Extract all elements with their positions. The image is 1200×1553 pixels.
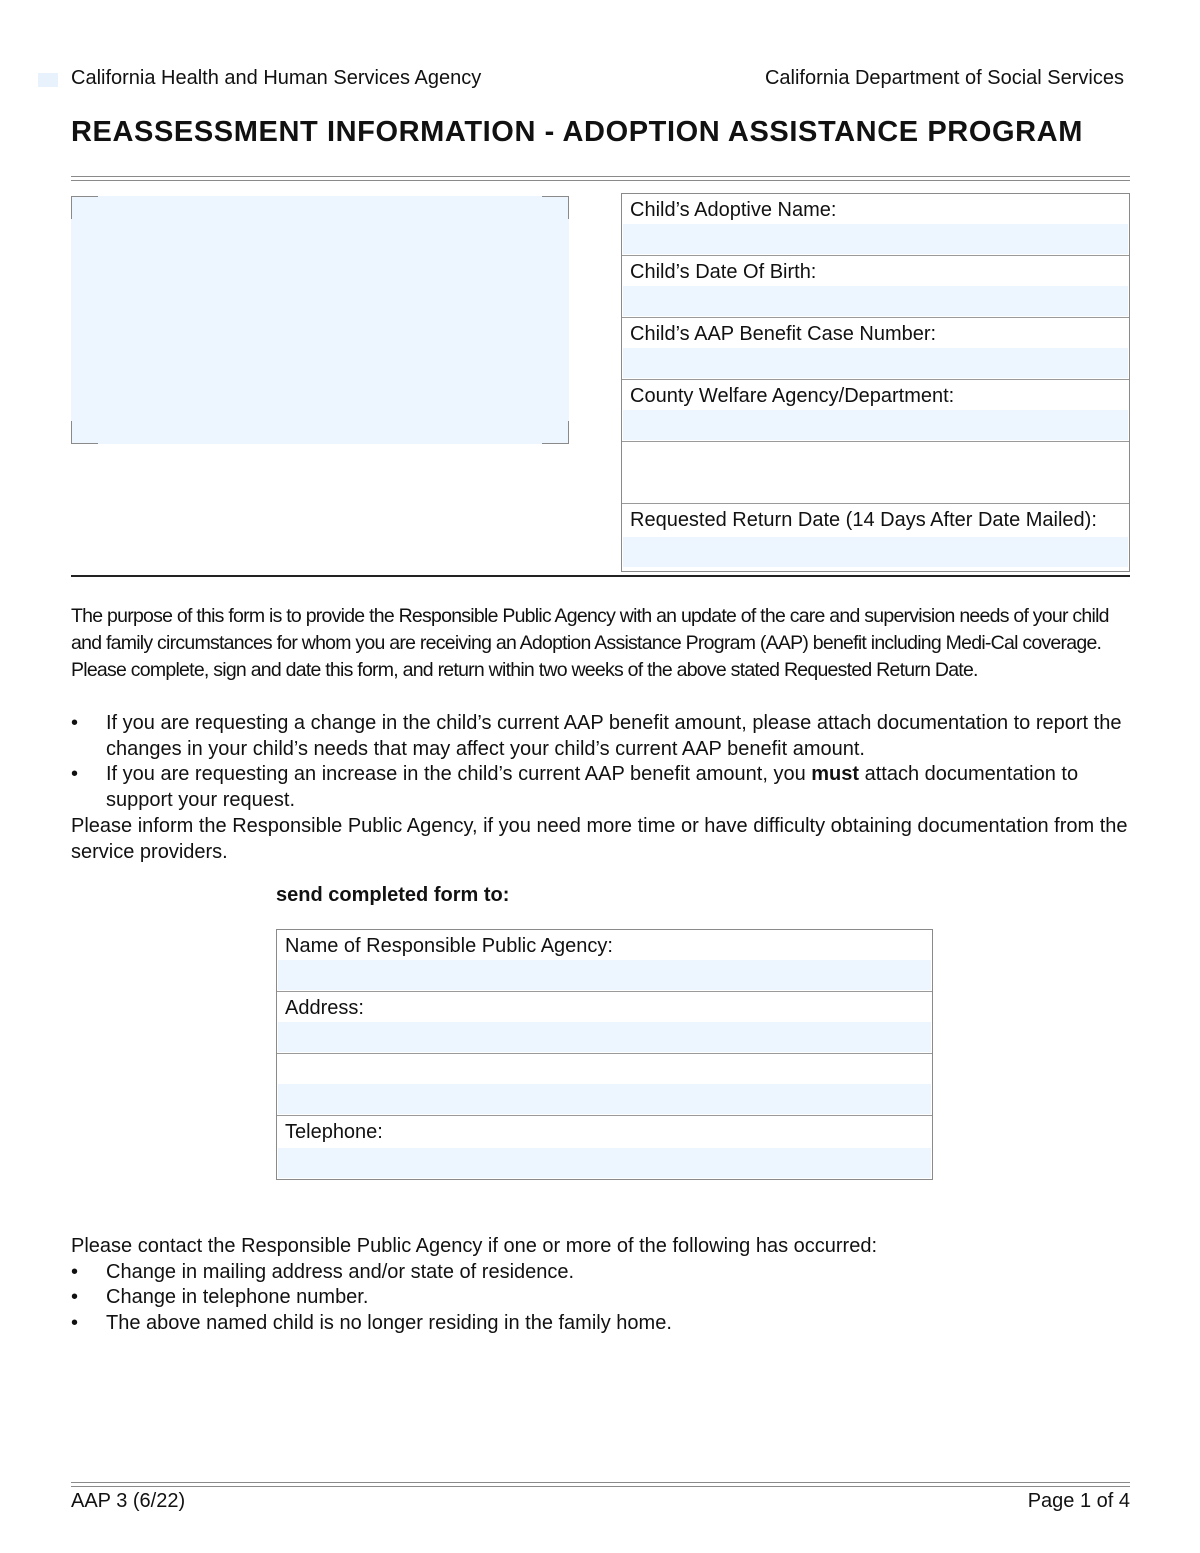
agency-name-right: California Department of Social Services	[764, 67, 1124, 89]
case-number-input[interactable]	[623, 348, 1128, 378]
field-label: Child’s Adoptive Name:	[630, 199, 837, 221]
corner-mark	[71, 421, 98, 444]
list-item	[71, 1311, 1131, 1337]
agency-name-left: California Health and Human Services Agency	[71, 67, 482, 89]
list-item	[71, 762, 1131, 813]
list-item	[71, 1285, 1131, 1311]
header-divider	[71, 176, 1130, 181]
field-row-adoptive-name	[622, 194, 1129, 256]
page-number: Page 1 of 4	[1027, 1490, 1130, 1512]
field-row-agency-name	[277, 930, 932, 992]
documentation-list	[71, 711, 1131, 865]
field-row-return-date	[622, 504, 1129, 571]
mailing-address-window[interactable]	[71, 196, 569, 444]
field-label: Requested Return Date (14 Days After Date Mailed):	[630, 509, 1097, 531]
form-title: REASSESSMENT INFORMATION - ADOPTION ASSISTANCE PROGRAM	[71, 116, 1083, 148]
field-row-case-number	[622, 318, 1129, 380]
form-number: AAP 3 (6/22)	[71, 1490, 186, 1512]
county-agency-input[interactable]	[623, 410, 1128, 440]
telephone-input[interactable]	[278, 1148, 931, 1178]
field-label: County Welfare Agency/Department:	[630, 385, 955, 407]
field-label: Telephone:	[285, 1121, 383, 1143]
field-label: Child’s AAP Benefit Case Number:	[630, 323, 937, 345]
field-row-address	[277, 992, 932, 1054]
contact-section	[71, 1234, 1131, 1336]
inform-paragraph: Please inform the Responsible Public Agency, if you need more time or have difficulty obtaining documentation from the service providers.	[71, 815, 1128, 863]
corner-mark	[71, 196, 98, 219]
list-item	[71, 711, 1131, 762]
bullet: •	[71, 1311, 79, 1334]
field-row-county-agency	[622, 380, 1129, 442]
contact-intro: Please contact the Responsible Public Agency if one or more of the following has occurred:	[71, 1235, 878, 1257]
child-info-table	[621, 193, 1130, 572]
corner-mark	[542, 421, 569, 444]
agency-name-input[interactable]	[278, 960, 931, 990]
bullet: •	[71, 1286, 79, 1308]
send-to-heading: send completed form to:	[276, 884, 510, 906]
bullet: •	[71, 712, 79, 734]
bullet-text: The above named child is no longer residing in the family home.	[106, 1311, 672, 1334]
bullet-text: Change in mailing address and/or state of residence.	[106, 1260, 575, 1283]
field-row-date-of-birth	[622, 256, 1129, 318]
field-label: Name of Responsible Public Agency:	[285, 935, 613, 957]
address-line-2-input[interactable]	[278, 1084, 931, 1114]
bullet-text-post: attach documentation to support your request.	[106, 763, 1079, 811]
section-divider	[71, 575, 1130, 577]
purpose-paragraph: The purpose of this form is to provide the Responsible Public Agency with an update of the care and supervision needs of your child and family circumstances for whom you are receiving an Adoption Assistance Program (AAP) benefit including Medi-Cal coverage. Please complete, sign and date this form, and return within two weeks of the above stated Requested Return Date.	[71, 605, 1109, 681]
bullet: •	[71, 1260, 79, 1283]
bullet-text: Change in telephone number.	[106, 1286, 369, 1308]
footer-divider	[71, 1482, 1130, 1487]
corner-mark	[542, 196, 569, 219]
bullet-text-pre: If you are requesting an increase in the child’s current AAP benefit amount, you	[106, 763, 812, 785]
field-row-telephone	[277, 1116, 932, 1179]
emphasis-must: must	[811, 763, 860, 785]
bullet-text: If you are requesting a change in the child’s current AAP benefit amount, please attach documentation to report the changes in your child’s needs that may affect your child’s current AAP benefit amount.	[106, 712, 1122, 760]
bullet: •	[71, 763, 79, 785]
adoptive-name-input[interactable]	[623, 224, 1128, 254]
address-input[interactable]	[278, 1022, 931, 1052]
date-of-birth-input[interactable]	[623, 286, 1128, 316]
responsible-agency-table	[276, 929, 933, 1180]
return-date-input[interactable]	[623, 537, 1128, 567]
field-row-address-line-2	[277, 1054, 932, 1116]
list-item	[71, 1260, 1131, 1286]
field-label: Child’s Date Of Birth:	[630, 261, 817, 283]
field-row-blank	[622, 442, 1129, 504]
agency-checkbox[interactable]	[38, 73, 58, 87]
field-label: Address:	[285, 997, 364, 1019]
